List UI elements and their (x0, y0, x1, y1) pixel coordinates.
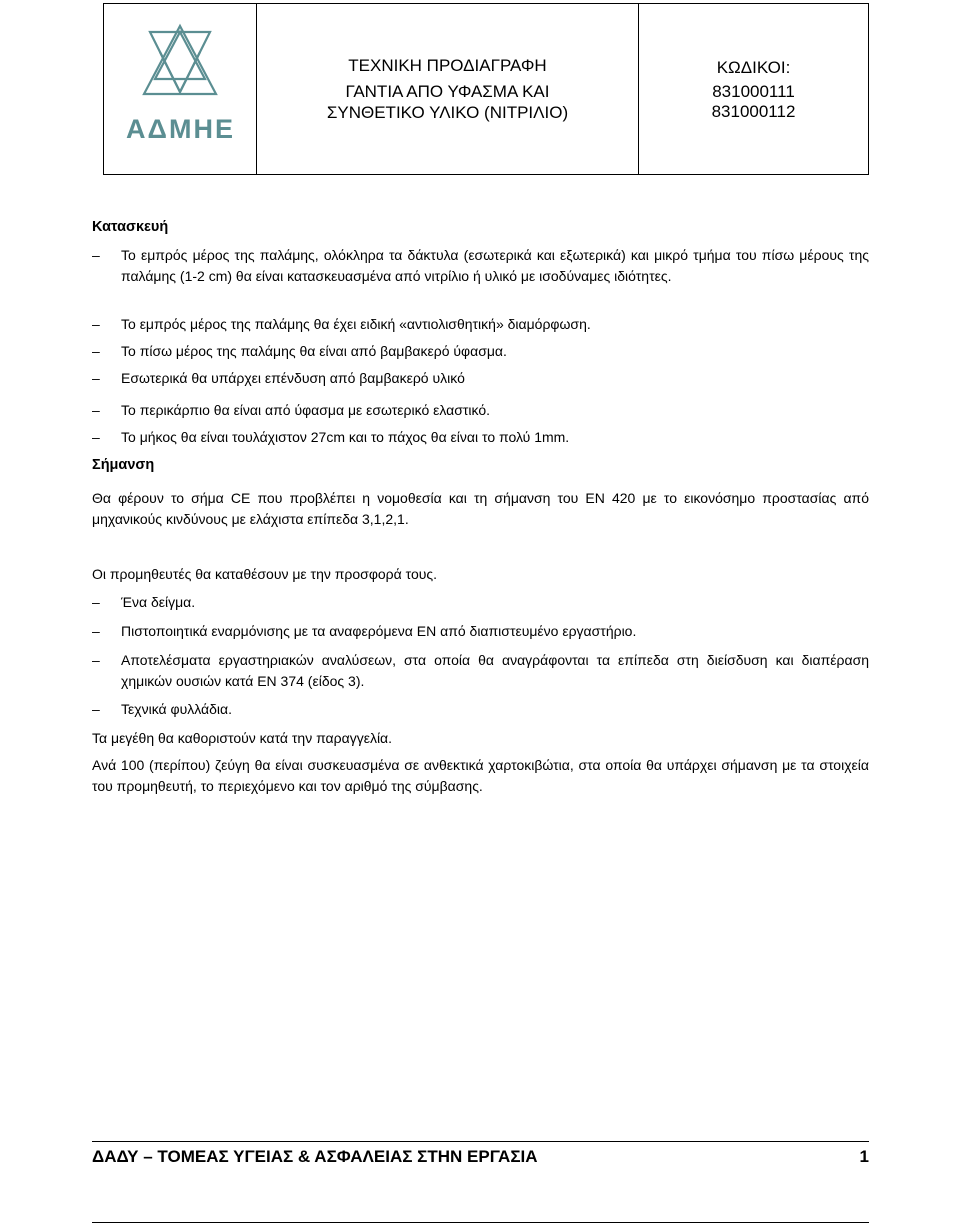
list-item-text: Εσωτερικά θα υπάρχει επένδυση από βαμβακερό υλικό (121, 370, 465, 386)
header-table (103, 3, 869, 175)
list-item-text: Το περικάρπιο θα είναι από ύφασμα με εσωτερικό ελαστικό. (121, 402, 491, 418)
list-item (92, 427, 869, 448)
list-item (92, 650, 869, 692)
logo-cell (104, 4, 257, 174)
packaging-paragraph: Ανά 100 (περίπου) ζεύγη θα είναι συσκευασμένα σε ανθεκτικά χαρτοκιβώτια, στα οποία θα υπάρχει σήμανση με τα στοιχεία του προμηθευτή, το περιεχόμενο και τον αριθμό της σύμβασης. (92, 757, 869, 794)
dash-bullet: – (92, 429, 100, 445)
codes-label: ΚΩΔΙΚΟΙ: (716, 57, 791, 77)
logo-text: ΑΔΜΗΕ (126, 114, 235, 144)
list-item-text: Ένα δείγμα. (121, 594, 196, 610)
list-item (92, 592, 869, 613)
list-item (92, 245, 869, 287)
list-item (92, 699, 869, 720)
document-subtitle: ΓΑΝΤΙΑ ΑΠΟ ΥΦΑΣΜΑ ΚΑΙ ΣΥΝΘΕΤΙΚΟ ΥΛΙΚΟ (ΝΙΤΡΙΛΙΟ) (326, 82, 569, 122)
suppliers-intro: Οι προμηθευτές θα καταθέσουν με την προσφορά τους. (92, 566, 438, 582)
list-item-text: Το πίσω μέρος της παλάμης θα είναι από βαμβακερό ύφασμα. (121, 343, 507, 359)
list-item-text: Το εμπρός μέρος της παλάμης, ολόκληρα τα δάκτυλα (εσωτερικά και εξωτερικά) και μικρό τμήμα του πίσω μέρους της παλάμης (1-2 cm) θα είναι κατασκευασμένα από νιτρίλιο ή υλικό με ισοδύναμες ιδιότητες. (121, 247, 869, 284)
list-item (92, 621, 869, 642)
footer-text: ΔΑΔΥ – ΤΟΜΕΑΣ ΥΓΕΙΑΣ & ΑΣΦΑΛΕΙΑΣ ΣΤΗΝ ΕΡΓΑΣΙΑ (92, 1147, 538, 1166)
code-value: 831000112 (711, 101, 796, 121)
title-cell (257, 4, 639, 174)
section-heading-marking: Σήμανση (92, 457, 155, 473)
codes-cell (639, 4, 868, 174)
dash-bullet: – (92, 594, 100, 610)
dash-bullet: – (92, 652, 100, 668)
document-title: ΤΕΧΝΙΚΗ ΠΡΟΔΙΑΓΡΑΦΗ (348, 56, 547, 75)
page-footer (92, 1147, 869, 1167)
list-item (92, 341, 869, 362)
company-logo-icon (104, 4, 257, 114)
dash-bullet: – (92, 623, 100, 639)
footer-bottom-rule (92, 1222, 869, 1223)
dash-bullet: – (92, 316, 100, 332)
dash-bullet: – (92, 247, 100, 263)
code-value: 831000111 (712, 81, 795, 101)
list-item (92, 314, 869, 335)
footer-divider (92, 1141, 869, 1142)
list-item-text: Το μήκος θα είναι τουλάχιστον 27cm και το πάχος θα είναι το πολύ 1mm. (121, 429, 570, 445)
page-number: 1 (859, 1147, 869, 1166)
dash-bullet: – (92, 701, 100, 717)
list-item (92, 368, 869, 389)
list-item-text: Αποτελέσματα εργαστηριακών αναλύσεων, στα οποία θα αναγράφονται τα επίπεδα στη διείσδυση και διαπέραση χημικών ουσιών κατά EN 374 (είδος 3). (121, 652, 869, 689)
dash-bullet: – (92, 402, 100, 418)
section-heading-construction: Κατασκευή (92, 219, 169, 235)
sizes-paragraph: Τα μεγέθη θα καθοριστούν κατά την παραγγελία. (92, 730, 393, 746)
list-item-text: Το εμπρός μέρος της παλάμης θα έχει ειδική «αντιολισθητική» διαμόρφωση. (121, 316, 591, 332)
list-item (92, 400, 869, 421)
list-item-text: Τεχνικά φυλλάδια. (121, 701, 233, 717)
list-item-text: Πιστοποιητικά εναρμόνισης με τα αναφερόμενα EN από διαπιστευμένο εργαστήριο. (121, 623, 637, 639)
marking-paragraph: Θα φέρουν το σήμα CE που προβλέπει η νομοθεσία και τη σήμανση του EN 420 με το εικονόσημο προστασίας από μηχανικούς κινδύνους με ελάχιστα επίπεδα 3,1,2,1. (92, 490, 869, 527)
dash-bullet: – (92, 370, 100, 386)
dash-bullet: – (92, 343, 100, 359)
